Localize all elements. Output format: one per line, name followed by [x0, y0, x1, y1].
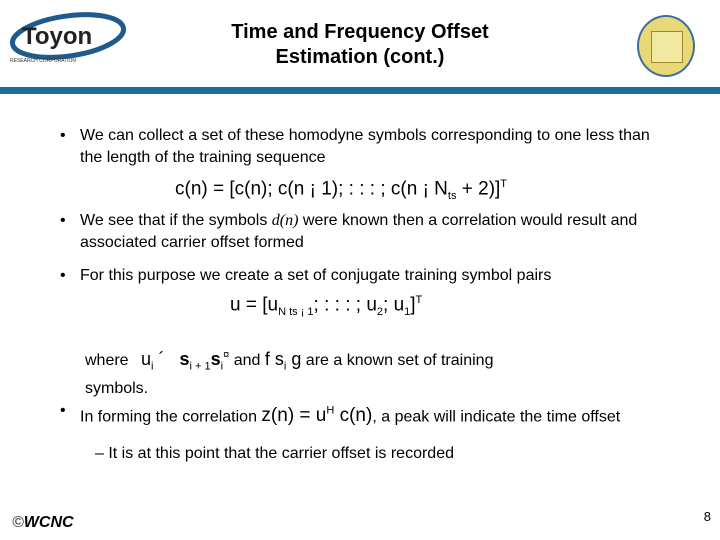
text-fragment: T — [415, 294, 423, 306]
text-fragment: RESEARCH CORPORATION — [10, 58, 77, 64]
text-fragment: 2 — [376, 306, 384, 319]
bullet-4-text — [80, 400, 660, 428]
text-fragment: • — [60, 267, 66, 284]
text-fragment: i — [220, 360, 224, 373]
text-fragment — [141, 349, 230, 373]
text-fragment: © — [12, 514, 24, 531]
text-fragment: i + 1 — [189, 360, 211, 373]
equation-u-vector — [230, 294, 422, 318]
equation-c-vector — [175, 178, 507, 202]
text-fragment: • — [60, 402, 66, 419]
text-fragment: were known then a correlation would result and associated carrier offset formed — [80, 212, 638, 251]
text-fragment: ; u — [383, 294, 405, 316]
header-divider — [0, 87, 720, 94]
text-fragment: • — [60, 212, 66, 229]
seal-emblem — [651, 31, 683, 63]
text-fragment: c(n) = [c(n); c(n ¡ 1); : : : ; c(n ¡ N — [175, 178, 448, 200]
equation-correlation — [261, 405, 372, 426]
text-fragment: ] — [410, 294, 416, 316]
university-seal-logo — [637, 15, 695, 77]
sub-bullet — [95, 443, 655, 465]
bullet-1 — [60, 125, 660, 169]
text-fragment: T — [500, 178, 508, 190]
text-fragment: ´ — [158, 349, 165, 369]
text-fragment: – — [95, 445, 109, 462]
text-fragment: c(n) — [334, 405, 373, 427]
wcnc-logo — [12, 514, 74, 532]
text-fragment: u — [141, 349, 152, 369]
toyon-logo — [8, 12, 126, 64]
bullet-2-text — [80, 210, 660, 254]
text-fragment: Toyon — [22, 23, 93, 50]
text-fragment: d(n) — [271, 212, 299, 229]
text-fragment: i — [151, 360, 154, 373]
text-fragment: z(n) = u — [261, 405, 327, 427]
text-fragment: In forming the correlation — [80, 408, 262, 426]
text-fragment: , a peak will indicate the time offset — [372, 408, 621, 426]
text-fragment: ; : : : ; u — [313, 294, 377, 316]
where-paragraph — [85, 344, 645, 400]
text-fragment: i — [283, 360, 287, 373]
text-fragment: WCNC — [23, 514, 74, 531]
text-fragment: H — [326, 405, 335, 417]
text-fragment: ¤ — [223, 349, 230, 361]
page-number: 8 — [703, 509, 711, 524]
where-line-2: symbols. — [85, 379, 149, 397]
text-fragment: and — [233, 352, 261, 369]
text-fragment: s — [179, 349, 190, 369]
text-fragment: We see that if the symbols — [80, 212, 272, 229]
title-line-1: Time and Frequency Offset — [231, 21, 489, 43]
bullet-4 — [60, 400, 660, 428]
text-fragment: f s — [264, 349, 284, 369]
bullet-1-text: We can collect a set of these homodyne symbols corresponding to one less than the length of the training sequence — [80, 127, 650, 166]
text-fragment: ts — [447, 190, 457, 203]
text-fragment — [264, 349, 302, 373]
text-fragment: g — [286, 349, 302, 369]
bullet-3-text: For this purpose we create a set of conjugate training symbol pairs — [80, 267, 552, 284]
text-fragment: are a known set of training — [305, 352, 494, 369]
text-fragment: + 2)] — [456, 178, 501, 200]
text-fragment: It is at this point that the carrier offset is recorded — [108, 445, 454, 462]
text-fragment: u = [u — [230, 294, 279, 316]
title-line-2: Estimation (cont.) — [275, 46, 445, 68]
bullet-2 — [60, 210, 660, 254]
slide-title — [150, 20, 570, 70]
text-fragment: • — [60, 127, 66, 144]
text-fragment: s — [210, 349, 221, 369]
text-fragment: where — [85, 352, 129, 369]
text-fragment: N ts ¡ 1 — [278, 306, 314, 319]
text-fragment: 1 — [404, 306, 411, 319]
bullet-3 — [60, 265, 660, 287]
